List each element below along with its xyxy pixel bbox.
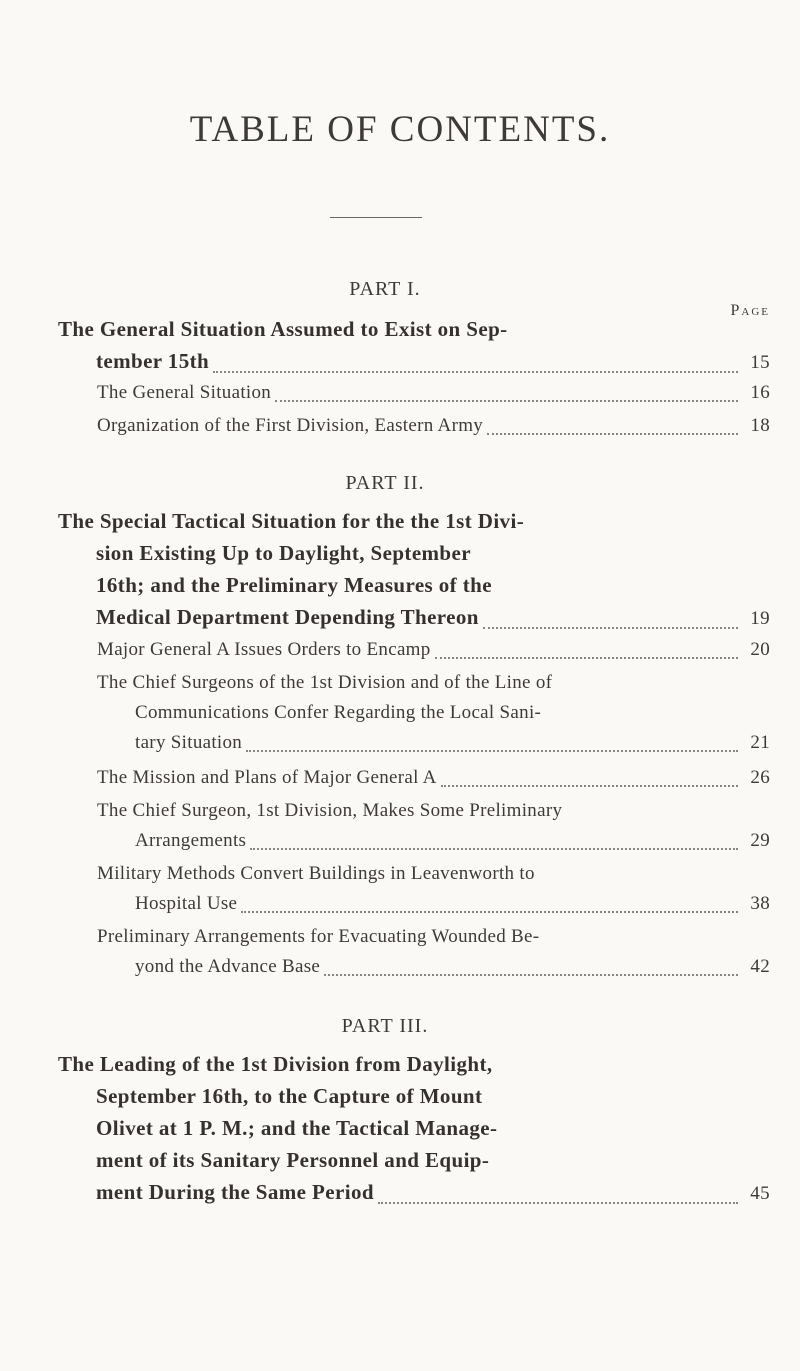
entry-line: Arrangements (135, 830, 247, 851)
page-number: 45 (750, 1183, 770, 1204)
entry-line: tary Situation (135, 732, 243, 753)
entry-line: The General Situation (97, 382, 272, 403)
part-2-heading: PART II. (345, 472, 425, 494)
dot-leader (250, 848, 738, 850)
toc-entry-part1-organization (97, 411, 770, 441)
entry-line: The Mission and Plans of Major General A (97, 767, 437, 788)
toc-entry-part2-evacuating-wounded (97, 922, 770, 982)
toc-entry-part1-general-situation-assumed (58, 313, 770, 379)
toc-entry-part2-special-tactical-situation (58, 505, 770, 635)
entry-line: ment of its Sanitary Personnel and Equip- (96, 1148, 490, 1172)
toc-entry-part2-preliminary-arrangements (97, 796, 770, 856)
entry-line: Medical Department Depending Thereon (96, 605, 479, 629)
page-number: 21 (750, 732, 770, 753)
page-number: 26 (750, 767, 770, 788)
entry-line: The Leading of the 1st Division from Daylight, (58, 1052, 493, 1076)
entry-line: Organization of the First Division, Eastern Army (97, 415, 484, 436)
entry-line: September 16th, to the Capture of Mount (96, 1084, 483, 1108)
toc-entry-part1-general-situation (97, 378, 770, 408)
part-3-heading: PART III. (341, 1015, 429, 1037)
dot-leader (324, 974, 738, 976)
toc-entry-part2-chief-surgeons-confer (97, 668, 770, 758)
toc-entry-part2-orders-to-encamp (97, 635, 770, 665)
title-divider (330, 217, 422, 218)
entry-line: yond the Advance Base (135, 956, 321, 977)
page-number: 42 (750, 956, 770, 977)
dot-leader (241, 911, 738, 913)
page-column-label: Page (730, 302, 770, 319)
entry-line: Military Methods Convert Buildings in Leavenworth to (97, 863, 535, 884)
dot-leader (378, 1202, 738, 1204)
page-number: 38 (750, 893, 770, 914)
dot-leader (246, 750, 738, 752)
dot-leader (435, 657, 738, 659)
entry-line: ment During the Same Period (96, 1180, 374, 1204)
entry-line: The Chief Surgeon, 1st Division, Makes Some Preliminary (97, 800, 563, 821)
entry-line: Communications Confer Regarding the Local Sani- (135, 702, 542, 723)
dot-leader (275, 400, 738, 402)
page-number: 19 (750, 608, 770, 629)
entry-line: 16th; and the Preliminary Measures of the (96, 573, 492, 597)
dot-leader (213, 371, 738, 373)
entry-line: The Chief Surgeons of the 1st Division and of the Line of (97, 672, 553, 693)
entry-line: Preliminary Arrangements for Evacuating Wounded Be- (97, 926, 540, 947)
toc-entry-part3-leading-of-division (58, 1048, 770, 1210)
entry-line: sion Existing Up to Daylight, September (96, 541, 471, 565)
toc-entry-part2-military-methods (97, 859, 770, 919)
page-number: 15 (750, 352, 770, 373)
part-1-heading: PART I. (349, 278, 421, 300)
dot-leader (441, 785, 738, 787)
dot-leader (483, 627, 738, 629)
entry-line: The Special Tactical Situation for the the 1st Divi- (58, 509, 525, 533)
page-number: 29 (750, 830, 770, 851)
entry-line: Olivet at 1 P. M.; and the Tactical Manage- (96, 1116, 498, 1140)
page-title: TABLE OF CONTENTS. (189, 109, 611, 150)
dot-leader (487, 433, 738, 435)
page-number: 16 (750, 382, 770, 403)
page-number: 18 (750, 415, 770, 436)
toc-entry-part2-mission-and-plans (97, 763, 770, 793)
entry-line: Hospital Use (135, 893, 238, 914)
entry-line: tember 15th (96, 349, 210, 373)
entry-line: Major General A Issues Orders to Encamp (97, 639, 431, 660)
page-number: 20 (750, 639, 770, 660)
entry-line: The General Situation Assumed to Exist on Sep- (58, 317, 508, 341)
